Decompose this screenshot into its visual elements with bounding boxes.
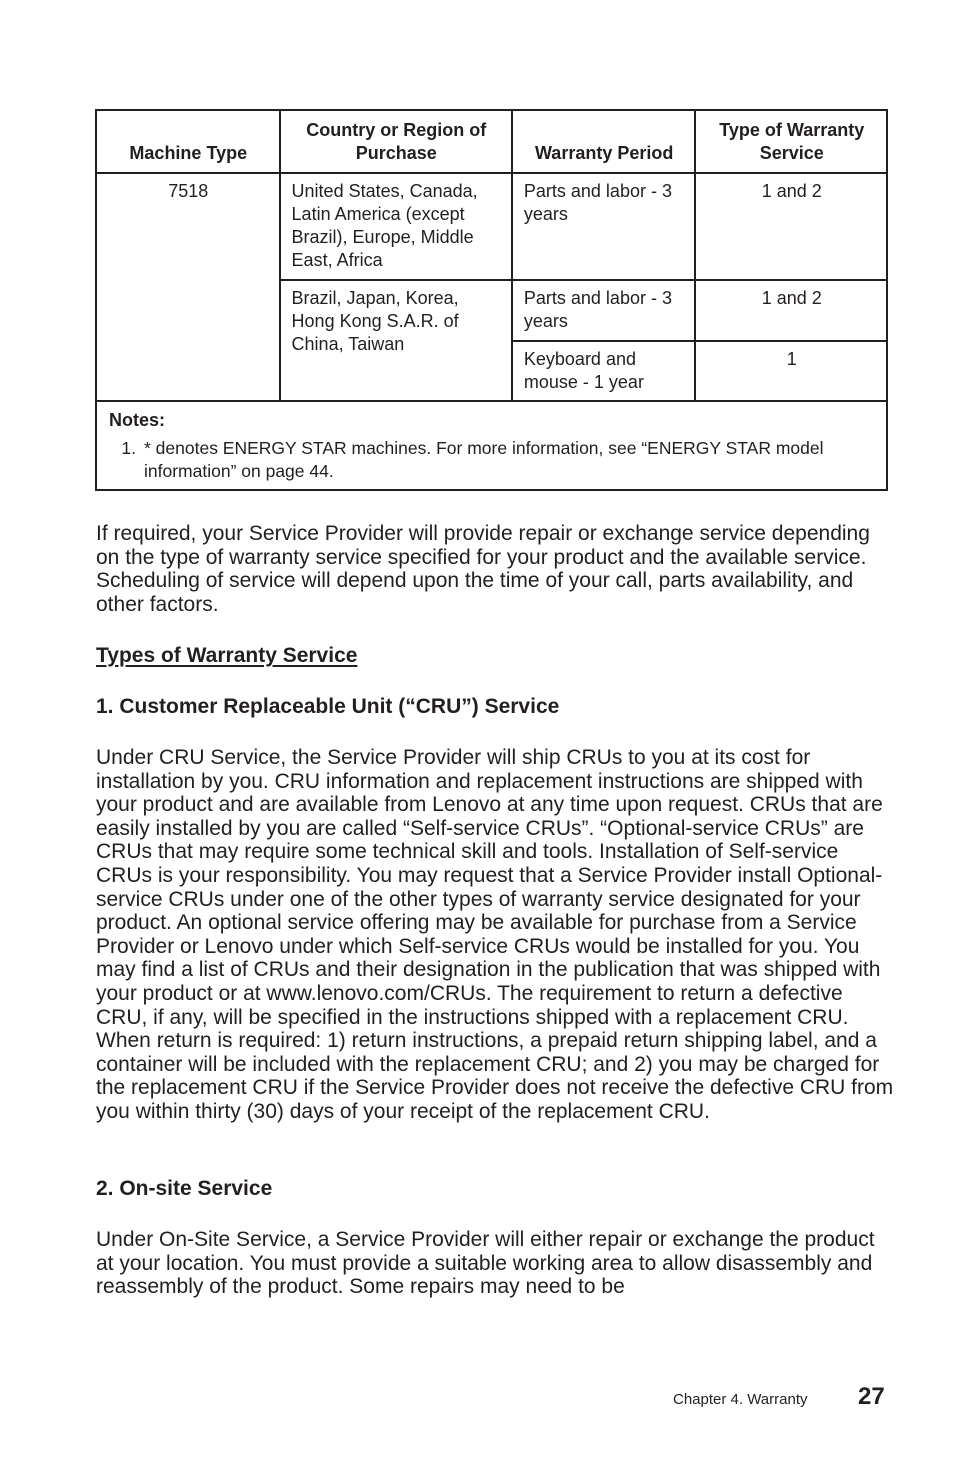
notes-item-number: 1.: [121, 438, 136, 458]
service-cell: 1 and 2: [695, 173, 887, 280]
onsite-heading: 2. On-site Service: [96, 1177, 273, 1200]
notes-title: Notes:: [109, 410, 166, 430]
region-cell: United States, Canada, Latin America (except Brazil), Europe, Middle East, Africa: [280, 173, 512, 280]
header-warranty-period: Warranty Period: [512, 110, 696, 173]
header-type-of-service: Type of Warranty Service: [695, 110, 887, 173]
header-machine-type: Machine Type: [96, 110, 280, 173]
section-heading: [96, 644, 896, 668]
service-cell: 1 and 2: [695, 280, 887, 341]
notes-item-text: * denotes ENERGY STAR machines. For more information, see “ENERGY STAR model information” on page 44.: [144, 438, 824, 481]
notes-row: [96, 401, 887, 490]
machine-type-cell: 7518: [96, 173, 280, 401]
region-cell: Brazil, Japan, Korea, Hong Kong S.A.R. of China, Taiwan: [280, 280, 512, 401]
section-heading-text: Types of Warranty Service: [96, 644, 358, 667]
cru-paragraph: Under CRU Service, the Service Provider will ship CRUs to you at its cost for installation by you. CRU information and replacement instructions are shipped with your product and are available from Lenovo at any time upon request. CRUs that are easily installed by you are called “Self-service CRUs”. “Optional-service CRUs” are CRUs that may require some technical skill and tools. Installation of Self-service CRUs is your responsibility. You may request that a Service Provider install Optional-service CRUs under one of the other types of warranty service designated for your product. An optional service offering may be available for purchase from a Service Provider or Lenovo under which Self-service CRUs would be installed for you. You may find a list of CRUs and their designation in the publication that was shipped with your product or at www.lenovo.com/CRUs. The requirement to return a defective CRU, if any, will be specified in the instructions shipped with a replacement CRU. When return is required: 1) return instructions, a prepaid return shipping label, and a container will be included with the replacement CRU; and 2) you may be charged for the replacement CRU if the Service Provider does not receive the defective CRU from you within thirty (30) days of your receipt of the replacement CRU.: [96, 746, 894, 1123]
table-row: [96, 173, 887, 280]
warranty-table: [95, 109, 888, 491]
cru-heading: 1. Customer Replaceable Unit (“CRU”) Service: [96, 695, 560, 718]
table-header-row: [96, 110, 887, 173]
notes-item: [109, 437, 874, 483]
notes-cell: [96, 401, 887, 490]
header-country: Country or Region of Purchase: [280, 110, 512, 173]
footer-chapter: Chapter 4. Warranty: [673, 1391, 808, 1408]
onsite-paragraph: Under On-Site Service, a Service Provider will either repair or exchange the product at your location. You must provide a suitable working area to allow disassembly and reassembly of the product. Some repairs may need to be: [96, 1228, 875, 1299]
period-cell: Keyboard and mouse - 1 year: [512, 341, 696, 401]
page-number: 27: [858, 1383, 885, 1410]
service-cell: 1: [695, 341, 887, 401]
period-cell: Parts and labor - 3 years: [512, 173, 696, 280]
period-cell: Parts and labor - 3 years: [512, 280, 696, 341]
intro-paragraph: If required, your Service Provider will provide repair or exchange service depending on the type of warranty service specified for your product and the available service. Scheduling of service will depend upon the time of your call, parts availability, and other factors.: [96, 522, 870, 616]
